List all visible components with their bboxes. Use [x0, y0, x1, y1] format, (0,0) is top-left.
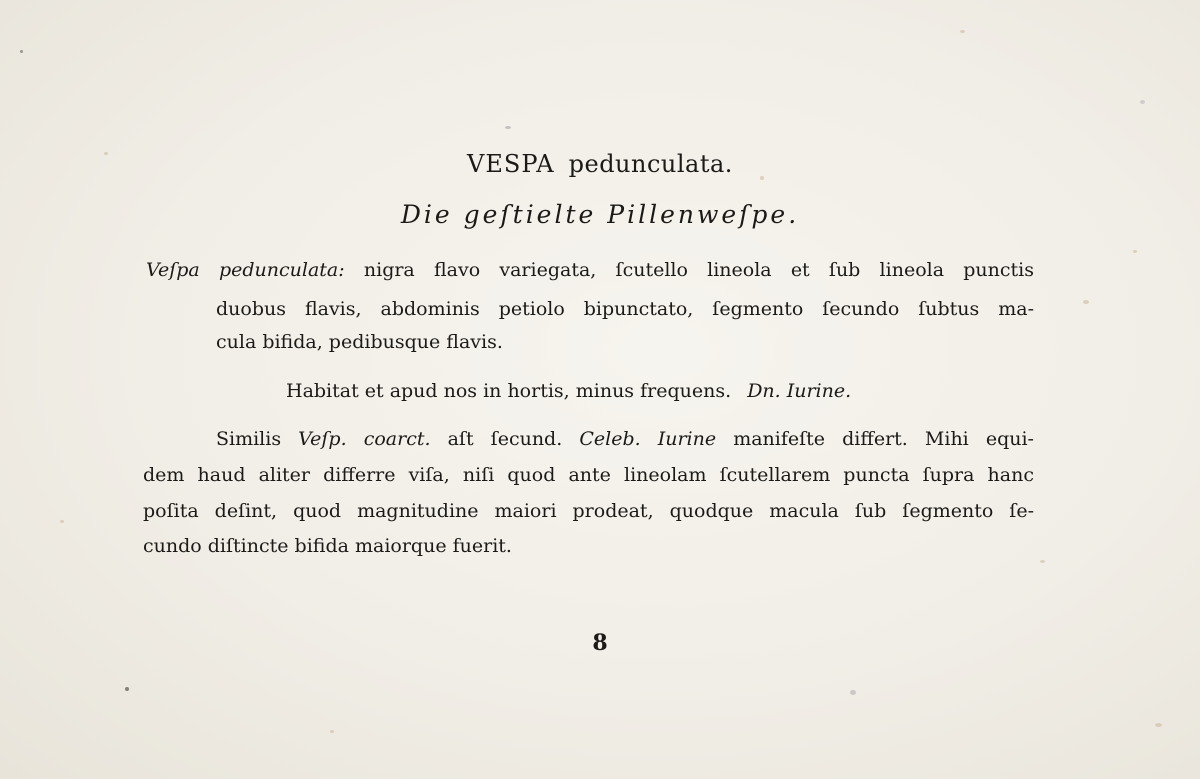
diagnosis-lead: Veſpa pedunculata: — [146, 259, 345, 281]
page-number: 8 — [592, 630, 608, 656]
diagnosis-line-1 — [146, 258, 1034, 282]
paper-speck — [1155, 723, 1162, 727]
remarks-text-1c: manifeſte differt. Mihi equi- — [733, 428, 1034, 450]
diagnosis-line-2: duobus flavis, abdominis petiolo bipunctato, ſegmento ſecundo ſubtus ma- — [216, 298, 1034, 320]
paper-speck — [960, 30, 965, 33]
title-genus: VESPA — [467, 150, 555, 178]
remarks-text-1b: aſt ſecund. — [447, 428, 563, 450]
remarks-italic-2: Celeb. Iurine — [579, 428, 717, 450]
page-subtitle: Die geſtielte Pillenweſpe. — [400, 200, 800, 229]
remarks-line-2: dem haud aliter differre viſa, niſi quod ante lineolam ſcutellarem puncta ſupra hanc — [143, 464, 1034, 486]
paper-speck — [1040, 560, 1045, 563]
paper-speck — [330, 730, 334, 733]
title-species: pedunculata. — [568, 150, 733, 178]
remarks-text-1a: Similis — [216, 428, 282, 450]
remarks-line-1 — [216, 427, 1034, 451]
paper-speck — [60, 520, 64, 523]
paper-speck — [1133, 250, 1137, 253]
habitat-line — [286, 379, 851, 403]
diagnosis-text-1: nigra flavo variegata, ſcutello lineola et ſub lineola punctis — [363, 259, 1034, 281]
paper-speck — [20, 50, 23, 53]
remarks-italic-1: Veſp. coarct. — [298, 428, 431, 450]
paper-speck — [1140, 100, 1145, 104]
habitat-text: Habitat et apud nos in hortis, minus frequens. — [286, 380, 732, 402]
paper-speck — [850, 690, 856, 695]
paper-speck — [125, 687, 129, 691]
paper-speck — [1083, 300, 1089, 304]
page-title — [0, 150, 1200, 178]
diagnosis-line-3: cula bifida, pedibusque flavis. — [216, 331, 503, 353]
paper-speck — [505, 126, 511, 129]
remarks-line-4: cundo diſtincte bifida maiorque fuerit. — [143, 535, 512, 557]
remarks-line-3: poſita deſint, quod magnitudine maiori prodeat, quodque macula ſub ſegmento ſe- — [143, 500, 1034, 522]
habitat-authority: Dn. Iurine. — [747, 380, 852, 402]
